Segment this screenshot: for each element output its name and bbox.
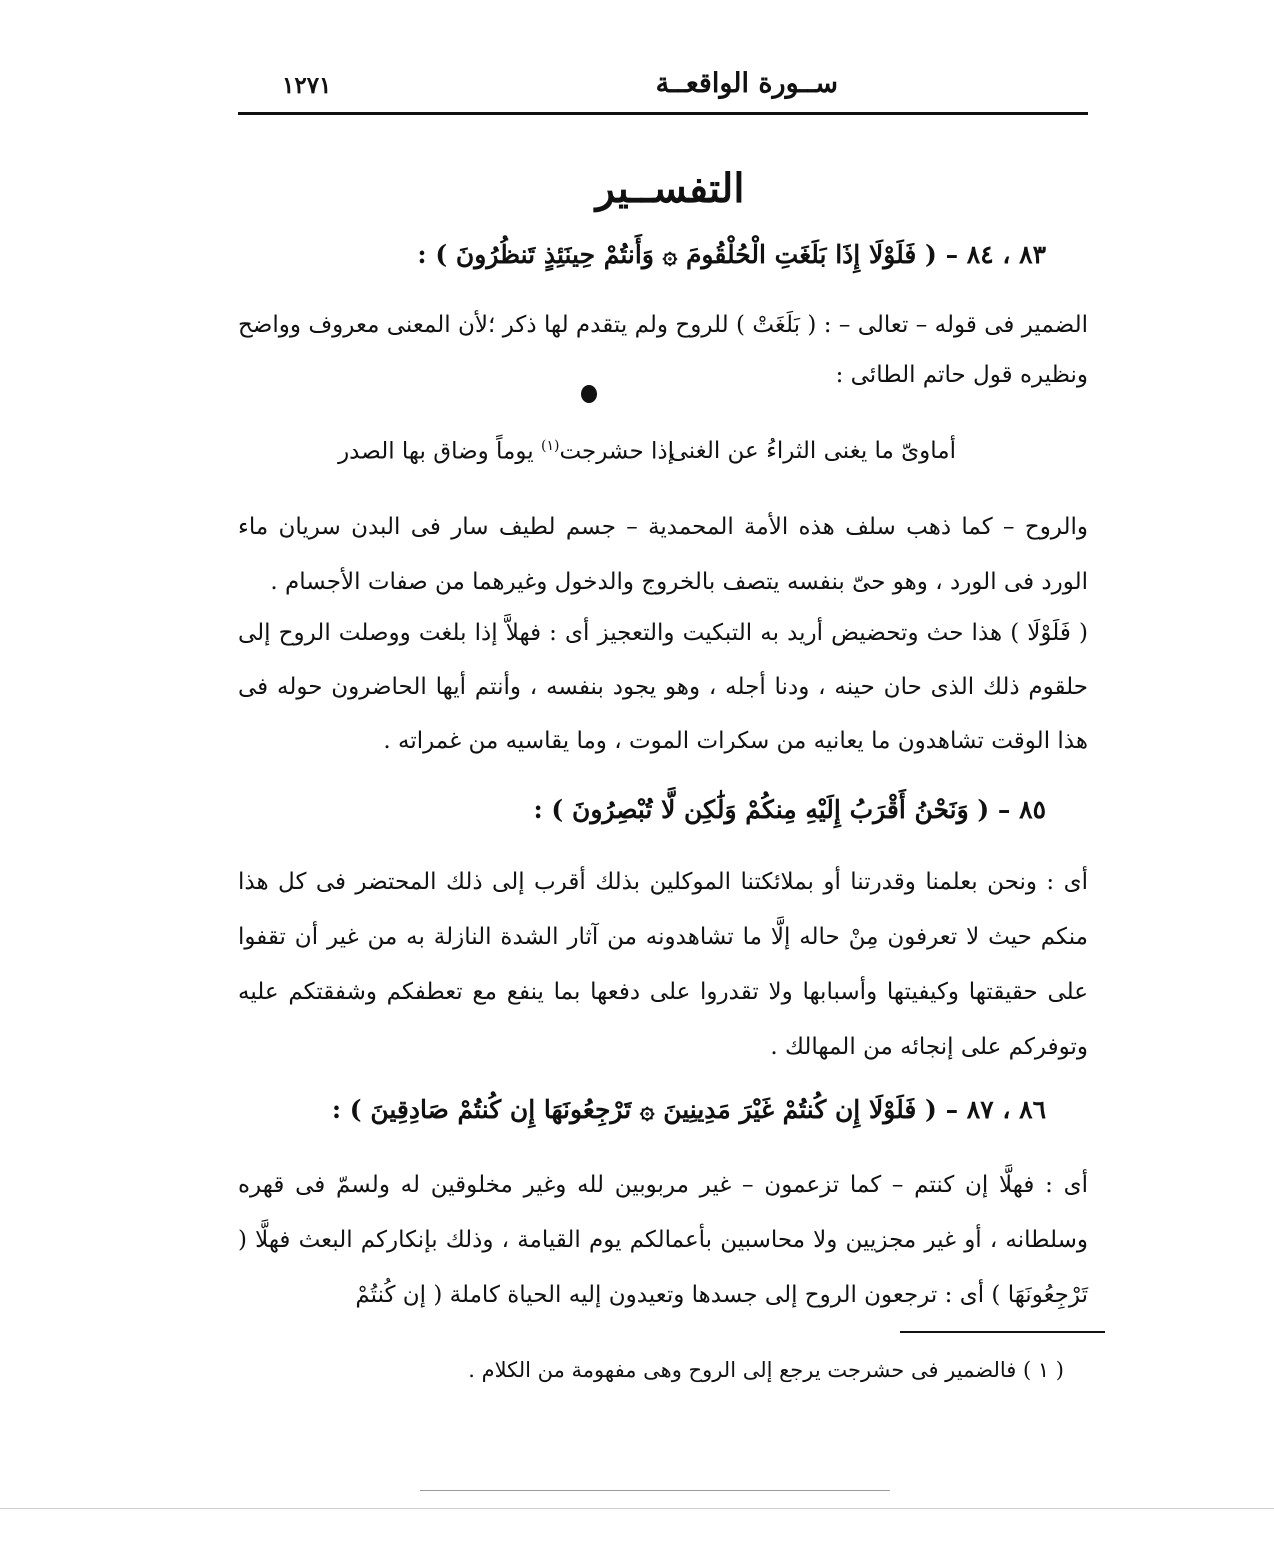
header-rule [238, 112, 1088, 115]
paragraph-1-line-1: الضمير فى قوله – تعالى – : ( بَلَغَتْ ) للروح ولم يتقدم لها ذكر ؛لأن المعنى معروف وواضح [238, 312, 1088, 338]
paragraph-2: والروح – كما ذهب سلف هذه الأمة المحمدية – جسم لطيف سار فى البدن سريان ماء الورد فى الورد ، وهو حىّ بنفسه يتصف بالخروج والدخول وغيرهما من صفات الأجسام . [238, 514, 1088, 595]
ayah-heading-83-84: ٨٣ ، ٨٤ – ( فَلَوْلَا إِذَا بَلَغَتِ الْحُلْقُومَ ۞ وَأَنتُمْ حِينَئِذٍ تَنظُرُونَ ) : [417, 240, 1046, 269]
paragraph-1-line-2: ونظيره قول حاتم الطائى : [835, 362, 1088, 388]
poem-hemistich-2-start: إذا حشرجت [559, 438, 674, 465]
poem-hemistich-1: أماوىّ ما يغنى الثراءُ عن الغنى [669, 438, 956, 464]
footnote-ref: (١) [540, 438, 560, 454]
scan-edge-line-2 [420, 1490, 890, 1491]
paragraph-3: ( فَلَوْلَا ) هذا حث وتحضيض أريد به التبكيت والتعجيز أى : فهلاَّ إذا بلغت ووصلت الروح إلى حلقوم ذلك الذى حان حينه ، ودنا أجله ، وهو يجود بنفسه ، وأنتم أيها الحاضرون حوله فى هذا الوقت تشاهدون ما يعانيه من سكرات الموت ، وما يقاسيه من غمراته . [238, 620, 1088, 754]
page-number: ١٢٧١ [282, 72, 332, 99]
scan-edge-line [0, 1508, 1274, 1509]
ayah-heading-85: ٨٥ – ( وَنَحْنُ أَقْرَبُ إِلَيْهِ مِنكُمْ وَلَٰكِن لَّا تُبْصِرُونَ ) : [533, 795, 1046, 824]
poem-hemistich-2-end: يوماً وضاق بها الصدر [338, 438, 534, 465]
footnote-rule [900, 1331, 1105, 1333]
paragraph-4: أى : ونحن بعلمنا وقدرتنا أو بملائكتنا الموكلين بذلك أقرب إلى ذلك المحتضر فى كل هذا منكم حيث لا تعرفون مِنْ حاله إلَّا ما تشاهدونه من آثار الشدة النازلة به من غير أن تقفوا على حقيقتها وكيفيتها وأسبابها ولا تقدروا على دفعها بما ينفع مع تعطفكم وشفقتكم عليه وتوفركم على إنجائه من المهالك . [238, 869, 1088, 1060]
ink-blot [581, 385, 597, 403]
paragraph-1 [238, 300, 1088, 400]
ayah-heading-86-87: ٨٦ ، ٨٧ – ( فَلَوْلَا إِن كُنتُمْ غَيْرَ مَدِينِينَ ۞ تَرْجِعُونَهَا إِن كُنتُمْ صَادِقِينَ ) : [331, 1095, 1046, 1124]
running-header [238, 62, 1088, 108]
surah-title: ســورة الواقعــة [655, 68, 838, 99]
paragraph-5: أى : فهلَّا إن كنتم – كما تزعمون – غير مربوبين لله وغير مخلوقين له ولسمّ فى قهره وسلطانه ، أو غير مجزيين ولا محاسبين بأعمالكم يوم القيامة ، وذلك بإنكاركم البعث فهلَّا ( تَرْجِعُونَهَا ) أى : ترجعون الروح إلى جسدها وتعيدون إليه الحياة كاملة ( إن كُنتُمْ [238, 1172, 1088, 1308]
section-title: التفســير [595, 165, 745, 212]
poem-hemistich-2 [338, 438, 674, 478]
footnote: ( ١ ) فالضمير فى حشرجت يرجع إلى الروح وهى مفهومة من الكلام . [468, 1358, 1064, 1382]
